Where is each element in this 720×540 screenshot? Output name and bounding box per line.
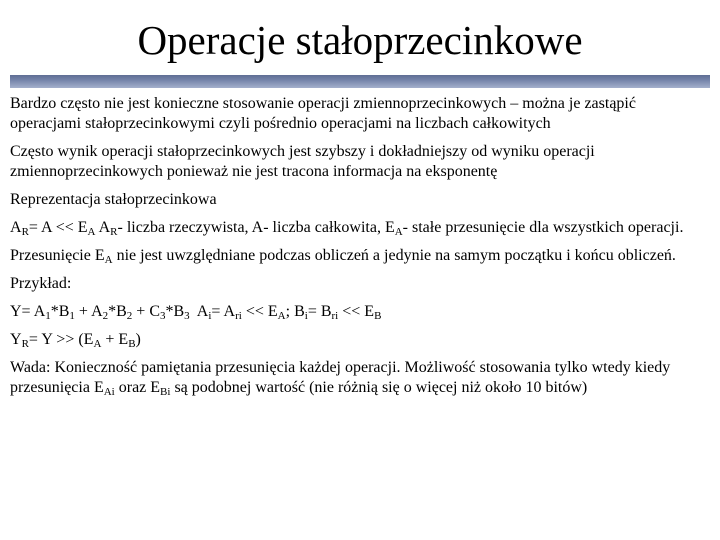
slide-title: Operacje stałoprzecinkowe	[137, 17, 583, 63]
paragraph-speed-precision: Często wynik operacji stałoprzecinkowych jest szybszy i dokładniejszy od wyniku operacji zmiennoprzecinkowych ponieważ nie jest tracona informacja na eksponentę	[10, 143, 595, 180]
paragraph-example-formula: $Y= A_1*B_1 + A_2*B_2 + C_3*B_3$ $A_i= A_{ri} << E_A$; $B_i= B_{ri} << E_B$	[10, 303, 382, 322]
title-divider	[10, 75, 710, 88]
paragraph-shift-note: Przesunięcie $E_A$ nie jest uwzględniane podczas obliczeń a jedynie na samym początku i końcu obliczeń.	[10, 247, 676, 266]
paragraph-drawback: Wada: Konieczność pamiętania przesunięcia każdej operacji. Możliwość stosowania tylko wtedy kiedy przesunięcia $E_{Ai}$ oraz $E_{Bi}$ są podobnej wartość (nie różnią się o więcej niż około 10 bitów)	[10, 359, 671, 398]
paragraph-float-replacement: Bardzo często nie jest konieczne stosowanie operacji zmiennoprzecinkowych – można je zastąpić operacjami stałoprzecinkowymi czyli pośrednio operacjami na liczbach całkowitych	[10, 95, 636, 132]
slide-content	[10, 94, 708, 406]
paragraph-result-formula: $Y_R= Y >> (E_A + E_B)$	[10, 331, 141, 350]
paragraph-example-label: Przykład:	[10, 275, 72, 292]
paragraph-representation-heading: Reprezentacja stałoprzecinkowa	[10, 191, 217, 208]
paragraph-representation-formula: $A_R= A << E_A$ $A_R-$ liczba rzeczywista, A- liczba całkowita, $E_A-$ stałe przesunięcie dla wszystkich operacji.	[10, 219, 684, 238]
